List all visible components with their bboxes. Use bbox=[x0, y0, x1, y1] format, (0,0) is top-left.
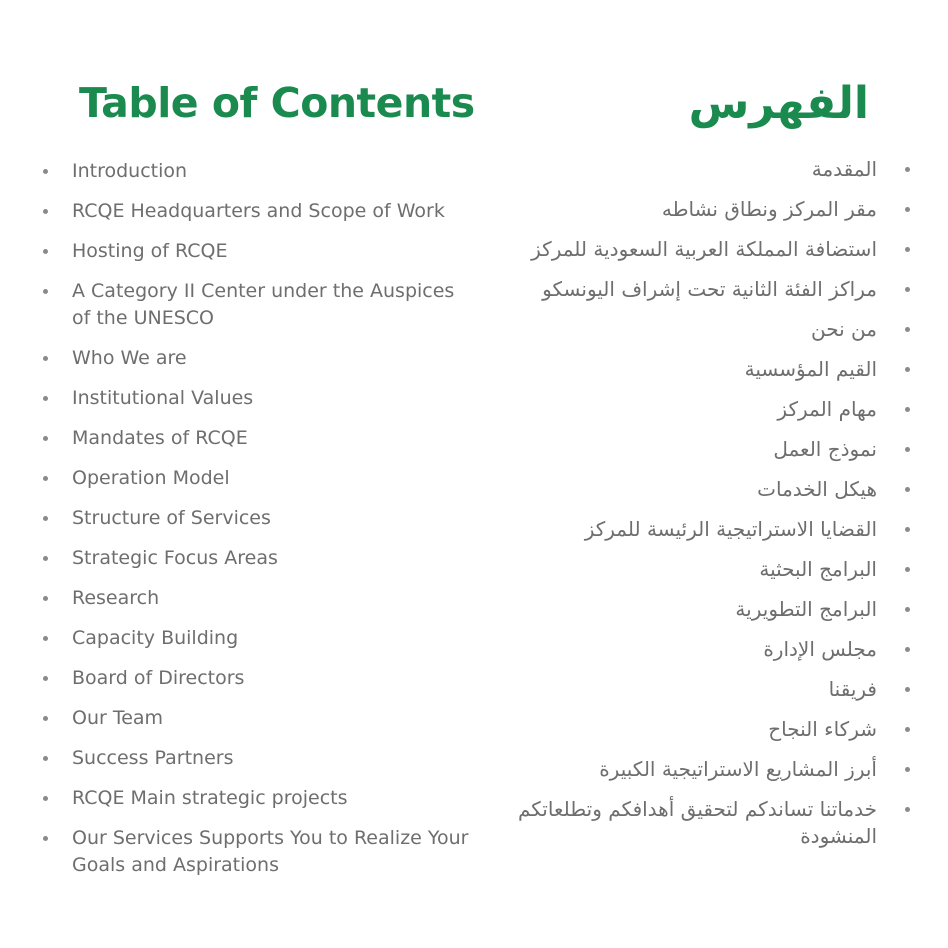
toc-item[interactable] bbox=[490, 316, 910, 343]
bullet-icon bbox=[905, 327, 910, 332]
toc-item-label: البرامج التطويرية bbox=[735, 597, 877, 621]
bullet-icon bbox=[43, 436, 48, 441]
toc-item-label: Institutional Values bbox=[72, 387, 254, 409]
toc-item[interactable] bbox=[40, 198, 472, 225]
toc-item[interactable] bbox=[40, 545, 472, 572]
toc-item[interactable] bbox=[490, 556, 910, 583]
toc-item[interactable] bbox=[40, 345, 472, 372]
bullet-icon bbox=[43, 676, 48, 681]
toc-item-label: Our Services Supports You to Realize Your Goals and Aspirations bbox=[72, 827, 469, 876]
toc-item-label: البرامج البحثية bbox=[759, 557, 877, 581]
toc-item[interactable] bbox=[490, 356, 910, 383]
bullet-icon bbox=[43, 476, 48, 481]
toc-item-label: A Category II Center under the Auspices of the UNESCO bbox=[72, 280, 455, 329]
bullet-icon bbox=[43, 249, 48, 254]
english-toc-list bbox=[40, 158, 470, 892]
toc-item[interactable] bbox=[490, 796, 910, 850]
toc-item[interactable] bbox=[40, 465, 472, 492]
toc-item-label: استضافة المملكة العربية السعودية للمركز bbox=[531, 237, 877, 261]
toc-item[interactable] bbox=[40, 785, 472, 812]
toc-item-label: Introduction bbox=[72, 160, 188, 182]
bullet-icon bbox=[43, 169, 48, 174]
toc-item[interactable] bbox=[40, 705, 472, 732]
toc-item[interactable] bbox=[40, 238, 472, 265]
bullet-icon bbox=[43, 636, 48, 641]
bullet-icon bbox=[43, 756, 48, 761]
bullet-icon bbox=[905, 527, 910, 532]
bullet-icon bbox=[43, 556, 48, 561]
bullet-icon bbox=[905, 647, 910, 652]
toc-item-label: Structure of Services bbox=[72, 507, 271, 529]
toc-item-label: شركاء النجاح bbox=[768, 717, 877, 741]
toc-item[interactable] bbox=[490, 516, 910, 543]
arabic-toc-list bbox=[490, 156, 910, 863]
toc-item[interactable] bbox=[40, 625, 472, 652]
toc-item-label: RCQE Main strategic projects bbox=[72, 787, 348, 809]
toc-item-label: القضايا الاستراتيجية الرئيسة للمركز bbox=[584, 517, 877, 541]
toc-item[interactable] bbox=[490, 756, 910, 783]
toc-item-label: المقدمة bbox=[811, 157, 877, 181]
bullet-icon bbox=[43, 836, 48, 841]
bullet-icon bbox=[43, 596, 48, 601]
bullet-icon bbox=[905, 807, 910, 812]
bullet-icon bbox=[905, 767, 910, 772]
bullet-icon bbox=[905, 687, 910, 692]
toc-item[interactable] bbox=[40, 385, 472, 412]
toc-item[interactable] bbox=[490, 196, 910, 223]
toc-item-label: مراكز الفئة الثانية تحت إشراف اليونسكو bbox=[542, 277, 877, 301]
toc-item[interactable] bbox=[490, 596, 910, 623]
toc-item[interactable] bbox=[490, 636, 910, 663]
toc-item-label: Board of Directors bbox=[72, 667, 245, 689]
bullet-icon bbox=[905, 367, 910, 372]
bullet-icon bbox=[905, 727, 910, 732]
toc-item[interactable] bbox=[40, 425, 472, 452]
bullet-icon bbox=[43, 716, 48, 721]
bullet-icon bbox=[43, 516, 48, 521]
bullet-icon bbox=[905, 287, 910, 292]
toc-item-label: خدماتنا تساندكم لتحقيق أهدافكم وتطلعاتكم المنشودة bbox=[517, 797, 877, 848]
toc-item-label: Capacity Building bbox=[72, 627, 239, 649]
toc-item[interactable] bbox=[490, 396, 910, 423]
bullet-icon bbox=[905, 207, 910, 212]
toc-item-label: Who We are bbox=[72, 347, 187, 369]
toc-item[interactable] bbox=[490, 436, 910, 463]
bullet-icon bbox=[43, 796, 48, 801]
toc-item-label: مقر المركز ونطاق نشاطه bbox=[661, 197, 877, 221]
bullet-icon bbox=[905, 167, 910, 172]
toc-item-label: أبرز المشاريع الاستراتيجية الكبيرة bbox=[599, 757, 877, 781]
toc-item-label: مهام المركز bbox=[777, 397, 877, 421]
bullet-icon bbox=[43, 396, 48, 401]
toc-item[interactable] bbox=[40, 158, 472, 185]
toc-item-label: فريقنا bbox=[828, 677, 877, 701]
bullet-icon bbox=[43, 356, 48, 361]
toc-item-label: Success Partners bbox=[72, 747, 234, 769]
toc-item[interactable] bbox=[40, 505, 472, 532]
toc-item[interactable] bbox=[490, 276, 910, 303]
bullet-icon bbox=[905, 607, 910, 612]
toc-item-label: نموذج العمل bbox=[773, 437, 877, 461]
toc-item[interactable] bbox=[490, 236, 910, 263]
bullet-icon bbox=[43, 289, 48, 294]
toc-item[interactable] bbox=[490, 156, 910, 183]
toc-item-label: RCQE Headquarters and Scope of Work bbox=[72, 200, 445, 222]
toc-item-label: القيم المؤسسية bbox=[744, 357, 877, 381]
toc-item-label: مجلس الإدارة bbox=[763, 637, 877, 661]
toc-item[interactable] bbox=[40, 585, 472, 612]
toc-item-label: Hosting of RCQE bbox=[72, 240, 228, 262]
toc-item[interactable] bbox=[40, 665, 472, 692]
toc-item[interactable] bbox=[40, 278, 472, 332]
toc-item-label: من نحن bbox=[811, 317, 877, 341]
bullet-icon bbox=[905, 567, 910, 572]
bullet-icon bbox=[905, 447, 910, 452]
toc-item-label: هيكل الخدمات bbox=[757, 477, 877, 501]
toc-item[interactable] bbox=[40, 745, 472, 772]
toc-item-label: Strategic Focus Areas bbox=[72, 547, 278, 569]
arabic-title: الفهرس bbox=[688, 78, 869, 129]
bullet-icon bbox=[43, 209, 48, 214]
bullet-icon bbox=[905, 407, 910, 412]
toc-item-label: Mandates of RCQE bbox=[72, 427, 248, 449]
toc-item-label: Operation Model bbox=[72, 467, 230, 489]
toc-item[interactable] bbox=[490, 676, 910, 703]
toc-item[interactable] bbox=[490, 476, 910, 503]
toc-item-label: Our Team bbox=[72, 707, 164, 729]
english-title: Table of Contents bbox=[79, 79, 475, 127]
toc-item-label: Research bbox=[72, 587, 160, 609]
toc-item[interactable] bbox=[490, 716, 910, 743]
toc-item[interactable] bbox=[40, 825, 472, 879]
bullet-icon bbox=[905, 247, 910, 252]
bullet-icon bbox=[905, 487, 910, 492]
